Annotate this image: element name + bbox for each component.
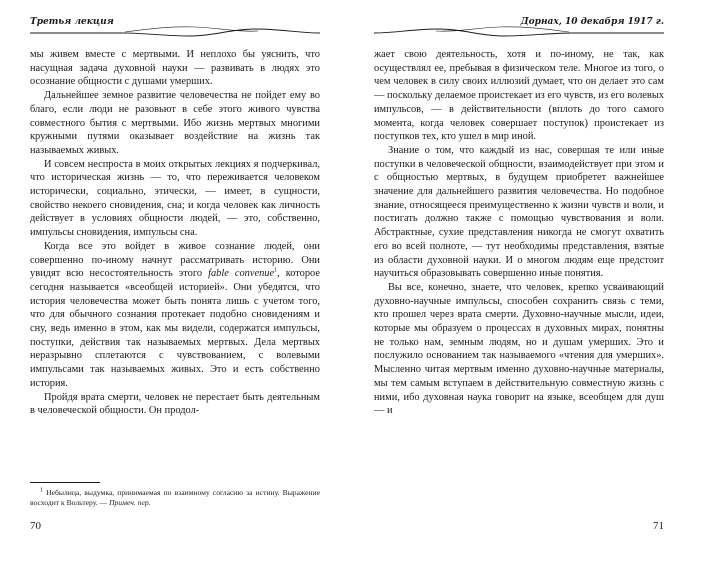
running-head-title: Дорнах, 10 декабря 1917 г. [520, 17, 664, 27]
footnote-marker: 1 [40, 487, 43, 494]
paragraph: мы живем вместе с мертвыми. И неплохо бы уяснить, что насущная задача духовной науки — развивать в людях это осознание общности с душами умерших. [30, 49, 320, 88]
page-number-left: 70 [30, 520, 41, 532]
paragraph-start: Когда все это войдет в живое сознание людей, они совершенно по-иному начнут рассматривать историю. Они увидят всю несостоятельность этого [30, 240, 320, 280]
footnote-reference: 1 [274, 267, 278, 274]
footnote [30, 488, 320, 508]
fable-convenue-phrase: fable convenue [208, 268, 275, 280]
paragraph: Знание о том, что каждый из нас, совершая те или иные поступки в человеческой общности, взаимодействует при этом и с общностью мертвых, в будущем приобретет важнейшее значение для дальнейшего развития человечества. Но подобное знание, относящееся преимущественно к жизни чувств и воли, и постигать должно также с помощью чувствования и воли. Абстрактные, сухие представления никогда не смогут охватить его во всей полноте, — тут необходимы представления, взятые из области духовной науки. И о многом людям еще предстоит научиться образовывать совершенно иные понятия. [374, 144, 664, 280]
footnote-divider [30, 482, 100, 483]
left-page [30, 0, 320, 567]
paragraph: Дальнейшее земное развитие человечества не пойдет ему во благо, если люди не разовьют в себе этого живого чувства совместного бытия с мертвыми. Ибо жизнь мертвых многими кружными путями оказывает воздействие на жизнь так называемых живых. [30, 90, 320, 156]
paragraph-with-footnote: Когда все это войдет в живое сознание людей, они совершенно по-иному начнут рассматривать историю. Они увидят всю несостоятельность этого fable convenue$^1$, которое сегодня называется «всеобщей историей». Они убедятся, что история человечества может быть понята лишь с учетом того, что для обычного сознания протекает подобно сновидениям и сну, ведь именно в этом, как мы видели, содержатся импульсы, поступки, действия так называемых мертвых. Дела мертвых неразрывно сплетаются с чувствованием, с волевыми импульсами так называемых живых. Это и есть собственно история. [30, 240, 320, 389]
left-body-text [30, 48, 320, 418]
header-ornament-icon [30, 23, 320, 39]
running-head-left [30, 17, 320, 39]
running-head-title: Третья лекция [30, 17, 114, 27]
paragraph-end: которое сегодня называется «всеобщей историей». Они убедятся, что история человечества может быть понята лишь с учетом того, что для обычного сознания протекает подобно сновидениям и сну, ведь именно в этом, как мы видели, содержатся импульсы, поступки, действия так называемых мертвых. Дела мертвых неразрывно сплетаются с чувствованием, с волевыми импульсами так называемых живых. Это и есть собственно история. [30, 268, 320, 389]
header-ornament-icon [374, 23, 664, 39]
running-head-right [374, 17, 664, 39]
page-number-right: 71 [653, 520, 664, 532]
right-body-text [374, 48, 664, 418]
footnote-attribution: Примеч. пер. [109, 498, 151, 507]
paragraph: Вы все, конечно, знаете, что человек, крепко усваивающий духовно-научные импульсы, способен сохранить связь с теми, кто прошел через врата смерти. Духовно-научные мысли, идеи, которые мы образуем о процессах в духовных мирах, понятны не только нам, земным людям, но и душам умерших. Это и послужило основанием так называемого «чтения для умерших». Мысленно читая мертвым именно духовно-научные материалы, мы тем самым вступаем в действительную совместную жизнь с ними, ибо духовная наука говорит на языке, всеобщем для душ — и [374, 281, 664, 417]
footnote-text: Небылица, выдумка, принимаемая по взаимному согласию за истину. Выражение восходит к Вольтеру. — [30, 488, 320, 507]
right-page [374, 0, 664, 567]
paragraph: жает свою деятельность, хотя и по-иному, не так, как осуществлял ее, пребывая в физическом теле. Многое из того, о чем человек в силу своих иллюзий думает, что он делает это сам — поскольку делаемое проистекает из его чувств, из его волевых импульсов, — в действительности (вплоть до того самого момента, когда человек совершает поступок) проистекает из поступков тех, кто ушел в мир иной. [374, 49, 664, 143]
paragraph: И совсем неспроста в моих открытых лекциях я подчеркивал, что историческая жизнь — то, что переживается человеком исторически, социально, этически, — имеет, в сущности, свойство некоего сновидения, сна; и когда человек как личность действует в условиях общности людей, — это, собственно, импульсы сновидения, импульсы сна. [30, 158, 320, 239]
paragraph: Пройдя врата смерти, человек не перестает быть деятельным в человеческой общности. Он продол- [30, 391, 320, 417]
